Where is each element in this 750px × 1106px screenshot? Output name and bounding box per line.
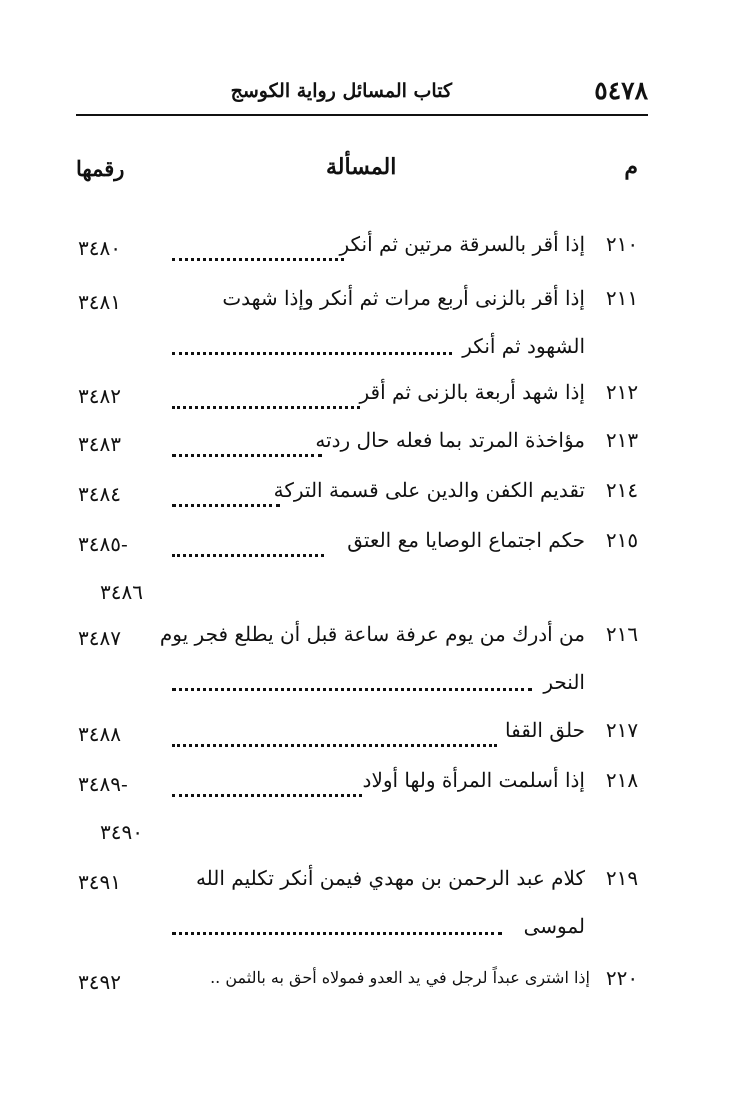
number-column-header: م <box>624 154 638 180</box>
page-header <box>76 62 648 116</box>
entry-text: تقديم الكفن والدين على قسمة التركة <box>273 478 585 502</box>
entry-text-continued: الشهود ثم أنكر <box>462 334 585 358</box>
leader-dots <box>172 352 452 355</box>
entry-text: إذا شهد أربعة بالزنى ثم أقر <box>359 380 585 404</box>
leader-dots <box>172 554 324 557</box>
entry-text: إذا أقر بالزنى أربع مرات ثم أنكر وإذا شهدت <box>222 286 585 310</box>
entry-number: ٢١٣ <box>605 428 639 452</box>
entry-number: ٢١٨ <box>605 768 639 792</box>
entry-text: مؤاخذة المرتد بما فعله حال ردته <box>315 428 585 452</box>
entry-text-continued: النحر <box>543 670 585 694</box>
issue-column-header: المسألة <box>326 154 397 180</box>
entry-number: ٢١٤ <box>605 478 639 502</box>
entry-text: حلق القفا <box>505 718 585 742</box>
entry-number: ٢١١ <box>605 286 639 310</box>
entry-text: إذا أسلمت المرأة ولها أولاد <box>362 768 585 792</box>
leader-dots <box>172 932 502 935</box>
entry-reference-continued: ٣٤٩٠ <box>100 820 143 844</box>
entry-text: إذا أقر بالسرقة مرتين ثم أنكر <box>339 232 585 256</box>
book-title: كتاب المسائل رواية الكوسج <box>230 80 452 102</box>
leader-dots <box>172 504 280 507</box>
entry-reference: ٣٤٨٤ <box>78 482 121 506</box>
entry-text: حكم اجتماع الوصايا مع العتق <box>347 528 585 552</box>
entry-text-continued: لموسى <box>523 914 585 938</box>
entry-reference: -٣٤٨٩ <box>78 772 128 796</box>
entry-text: كلام عبد الرحمن بن مهدي فيمن أنكر تكليم الله <box>195 866 585 890</box>
entry-text: من أدرك من يوم عرفة ساعة قبل أن يطلع فجر يوم <box>159 622 585 646</box>
entry-number: ٢٢٠ <box>605 966 639 990</box>
entry-reference: -٣٤٨٥ <box>78 532 128 556</box>
leader-dots <box>172 744 497 747</box>
leader-dots <box>172 406 360 409</box>
entry-number: ٢١٧ <box>605 718 639 742</box>
entry-text: إذا اشترى عبداً لرجل في يد العدو فمولاه أحق به بالثمن .. <box>210 968 590 987</box>
entry-reference-continued: ٣٤٨٦ <box>100 580 143 604</box>
entry-reference: ٣٤٨١ <box>78 290 121 314</box>
entry-number: ٢١٢ <box>605 380 639 404</box>
entry-reference: ٣٤٨٣ <box>78 432 121 456</box>
entry-reference: ٣٤٩١ <box>78 870 121 894</box>
column-headers <box>76 150 648 190</box>
reference-column-header: رقمها <box>76 156 125 181</box>
leader-dots <box>172 454 322 457</box>
entry-reference: ٣٤٨٨ <box>78 722 121 746</box>
entry-reference: ٣٤٨٢ <box>78 384 121 408</box>
entry-number: ٢١٥ <box>605 528 639 552</box>
entry-reference: ٣٤٨٠ <box>78 236 121 260</box>
entry-number: ٢١٠ <box>605 232 639 256</box>
entry-reference: ٣٤٨٧ <box>78 626 121 650</box>
page-number: ٥٤٧٨ <box>594 76 648 105</box>
entry-reference: ٣٤٩٢ <box>78 970 121 994</box>
entry-number: ٢١٩ <box>605 866 639 890</box>
leader-dots <box>172 258 344 261</box>
leader-dots <box>172 688 532 691</box>
entry-number: ٢١٦ <box>605 622 639 646</box>
leader-dots <box>172 794 362 797</box>
